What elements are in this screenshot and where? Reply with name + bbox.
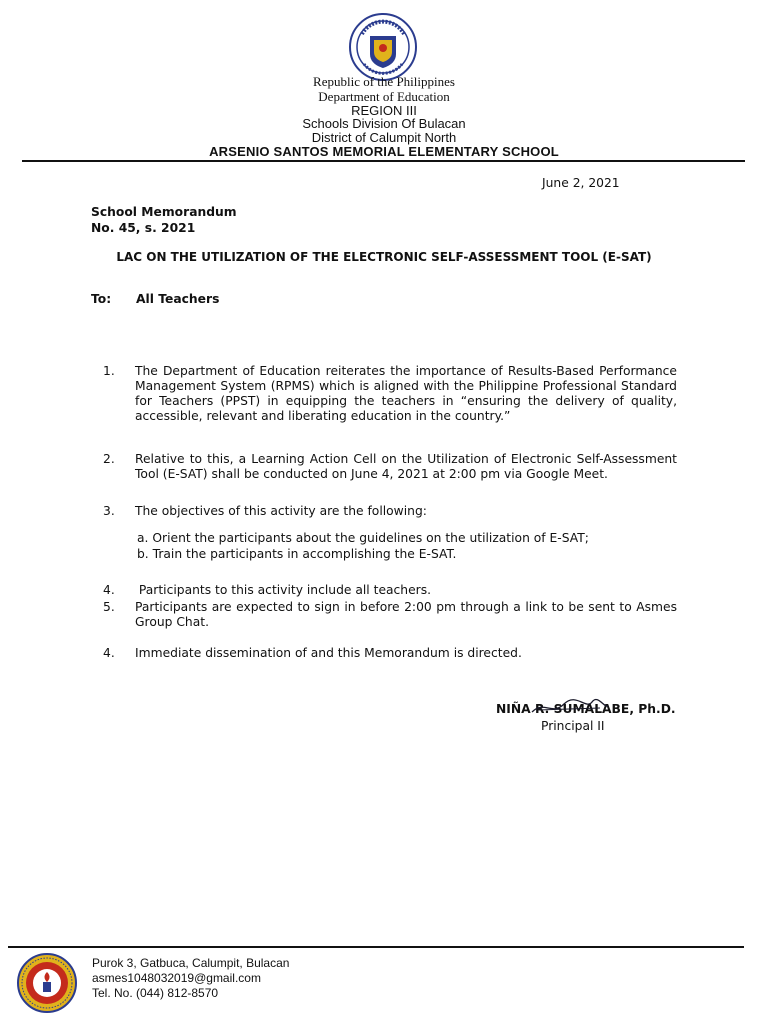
deped-seal-logo: [334, 12, 432, 82]
header-region: REGION III: [351, 103, 417, 118]
item-4-text: Participants to this activity include all teachers.: [135, 583, 432, 597]
item-2-number: 2.: [103, 452, 115, 466]
signature-mark: [530, 696, 610, 720]
item-1-number: 1.: [103, 364, 115, 378]
item-6-number: 4.: [103, 646, 115, 660]
school-logo: [16, 952, 78, 1014]
footer-email: asmes1048032019@gmail.com: [92, 971, 261, 985]
objective-b: b. Train the participants in accomplishing the E-SAT.: [137, 547, 457, 561]
header-divider: [22, 160, 745, 162]
item-3-text: The objectives of this activity are the following:: [135, 504, 427, 518]
item-1-text: The Department of Education reiterates the importance of Results-Based Performance Management System (RPMS) which is aligned with the Philippine Professional Standard for Teachers (PPST) in equipping the teachers in “ensuring the delivery of quality, accessible, relevant and liberating education in the country.”: [135, 364, 677, 423]
footer-divider: [8, 946, 744, 948]
header-division: Schools Division Of Bulacan: [302, 116, 466, 131]
signatory-title: Principal II: [541, 719, 605, 733]
item-5-number: 5.: [103, 600, 115, 614]
memo-number: No. 45, s. 2021: [91, 221, 196, 235]
item-6-text: Immediate dissemination of and this Memorandum is directed.: [135, 646, 522, 660]
header-district: District of Calumpit North: [311, 130, 457, 145]
memo-date: June 2, 2021: [542, 176, 620, 190]
item-2-text: Relative to this, a Learning Action Cell on the Utilization of Electronic Self-Assessment Tool (E-SAT) shall be conducted on June 4, 2021 at 2:00 pm via Google Meet.: [135, 452, 677, 481]
item-3-number: 3.: [103, 504, 115, 518]
header-republic: Republic of the Philippines: [313, 74, 455, 89]
to-value: All Teachers: [136, 292, 220, 306]
signatory-name: NIÑA R. SUMALABE, Ph.D.: [496, 702, 676, 716]
header-school-name: ARSENIO SANTOS MEMORIAL ELEMENTARY SCHOOL: [209, 144, 559, 159]
memo-subject: LAC ON THE UTILIZATION OF THE ELECTRONIC SELF-ASSESSMENT TOOL (E-SAT): [116, 250, 652, 264]
header-department: Department of Education: [318, 89, 450, 104]
item-4-number: 4.: [103, 583, 115, 597]
item-5-text: Participants are expected to sign in before 2:00 pm through a link to be sent to Asmes Group Chat.: [135, 600, 689, 629]
footer-tel: Tel. No. (044) 812-8570: [92, 986, 219, 1000]
footer-address: Purok 3, Gatbuca, Calumpit, Bulacan: [92, 956, 290, 970]
to-label: To:: [91, 292, 112, 306]
memo-kind: School Memorandum: [91, 205, 237, 219]
objective-a: a. Orient the participants about the guidelines on the utilization of E-SAT;: [137, 531, 589, 545]
